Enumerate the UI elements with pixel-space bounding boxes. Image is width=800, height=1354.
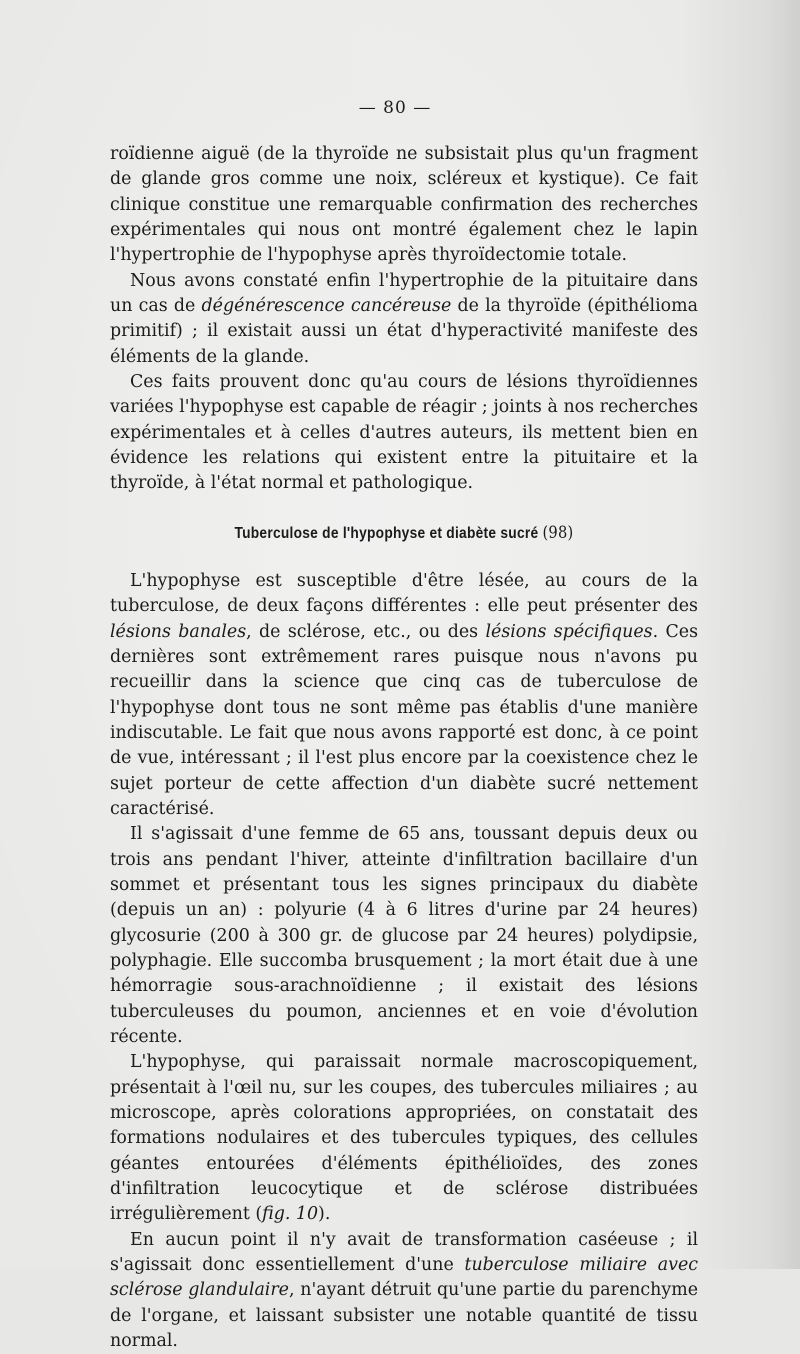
text-run: ). (318, 1204, 331, 1225)
italic-text: lésions spécifiques (485, 621, 653, 642)
section-heading (151, 523, 657, 543)
text-run: Ces faits prouvent donc qu'au cours de lésions thyroïdiennes variées l'hypophyse est capable de réagir ; joints à nos recherches expérimentales et à celles d'autres auteurs, ils mettent bien en évidence les relations qui existent entre la pituitaire et la thyroïde, à l'état normal et pathologique. (110, 372, 698, 494)
text-run: Il s'agissait d'une femme de 65 ans, toussant depuis deux ou trois ans pendant l'hiver, atteinte d'infiltration bacillaire d'un sommet et présentant tous les signes principaux du diabète (depuis un an) : polyurie (4 à 6 litres d'urine par 24 heures) glycosurie (200 à 300 gr. de glucose par 24 heures) polydipsie, polyphagie. Elle succomba brusquement ; la mort était due à une hémorragie sous-arachnoïdienne ; il existait des lésions tuberculeuses du poumon, anciennes et en voie d'évolution récente. (110, 824, 698, 1047)
text-run: . Ces dernières sont extrêmement rares puisque nous n'avons pu recueillir dans la science que cinq cas de tuberculose de l'hypophyse dont tous ne sont même pas établis d'une manière indiscutable. Le fait que nous avons rapporté est donc, à ce point de vue, intéressant ; il l'est plus encore par la coexistence chez le sujet porteur de cette affection d'un diabète sucré nettement caractérisé. (110, 621, 698, 819)
section-heading-reference: (98) (542, 522, 574, 543)
text-run: de la thyroïde (épithélioma primitif) ; il existait aussi un état d'hyperactivité manifeste des éléments de la glande. (110, 296, 698, 367)
text-run: roïdienne aiguë (de la thyroïde ne subsistait plus qu'un fragment de glande gros comme une noix, scléreux et kystique). Ce fait clinique constitue une remarquable confirmation des recherches expérimentales qui nous ont montré également chez le lapin l'hypertrophie de l'hypophyse après thyroïdectomie totale. (110, 144, 698, 266)
italic-text: lésions banales (110, 621, 247, 642)
text-run: L'hypophyse est susceptible d'être lésée, au cours de la tuberculose, de deux façons différentes : elle peut présenter des (110, 570, 698, 617)
text-run: Nous avons constaté enfin l'hypertrophie de la pituitaire dans un cas de (110, 270, 698, 317)
italic-text: fig. 10 (262, 1204, 319, 1225)
section-thyroid-paragraphs (110, 142, 698, 497)
body-text (110, 142, 698, 1354)
paragraph (110, 142, 698, 269)
text-run: , n'ayant détruit qu'une partie du parenchyme de l'organe, et laissant subsister une notable quantité de tissu normal. (110, 1280, 698, 1352)
paragraph (110, 1228, 698, 1354)
paragraph (110, 822, 698, 1050)
page-number: — 80 — (358, 98, 432, 118)
section-tuberculosis-paragraphs (110, 569, 698, 1354)
paragraph (110, 1050, 698, 1227)
paragraph (110, 569, 698, 822)
section-heading-title: Tuberculose de l'hypophyse et diabète sucré (234, 524, 539, 542)
text-run: , de sclérose, etc., ou des (246, 621, 486, 642)
text-run: En aucun point il n'y avait de transformation caséeuse ; il s'agissait donc essentiellement d'une (110, 1229, 698, 1276)
italic-text: dégénérescence cancéreuse (201, 296, 452, 317)
paragraph (110, 370, 698, 497)
text-run: L'hypophyse, qui paraissait normale macroscopiquement, présentait à l'œil nu, sur les coupes, des tubercules miliaires ; au microscope, après colorations appropriées, on constatait des formations nodulaires et des tubercules typiques, des cellules géantes entourées d'éléments épithélioïdes, des zones d'infiltration leucocytique et de sclérose distribuées irrégulièrement ( (110, 1052, 698, 1225)
italic-text: tuberculose miliaire avec sclérose glandulaire (110, 1255, 698, 1301)
paragraph (110, 269, 698, 370)
